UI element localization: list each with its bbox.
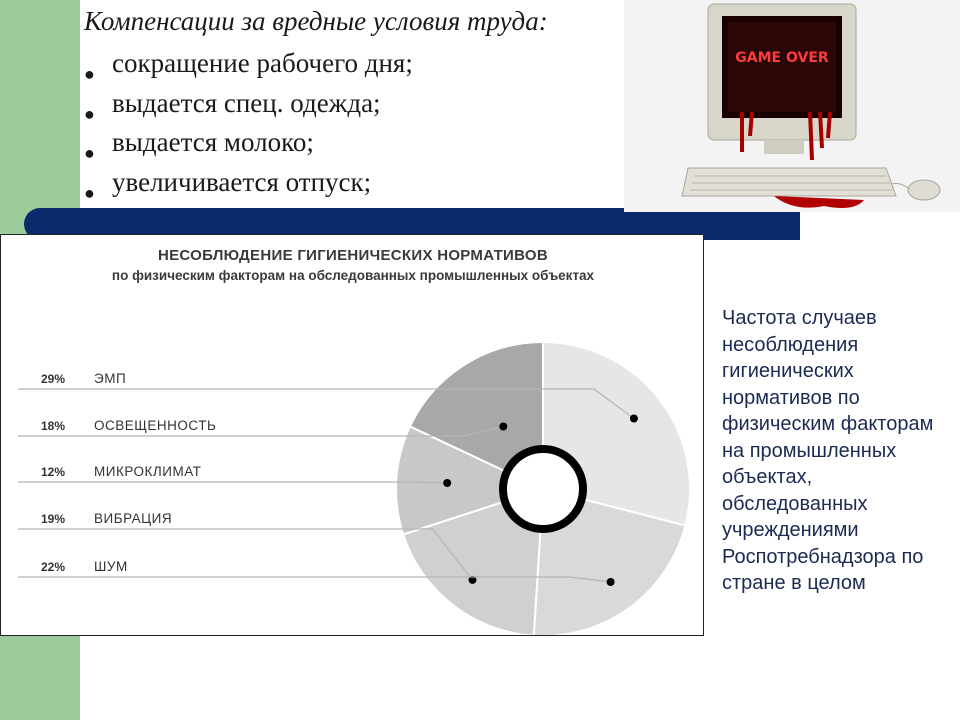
computer-illustration xyxy=(624,0,960,212)
list-item xyxy=(84,123,413,163)
leader-line xyxy=(18,482,447,483)
list-item-text: выдается спец. одежда; xyxy=(112,87,381,118)
chart-caption: Частота случаев несоблюдения гигиенических нормативов по физическим факторам на промышленных объектах, обследованных учреждениями Роспотребнадзора по стране в целом xyxy=(722,307,934,594)
slice-percent-label: 19% xyxy=(41,512,66,526)
slice-category-label: ОСВЕЩЕННОСТЬ xyxy=(94,418,217,433)
pie-chart xyxy=(1,235,703,635)
slice-percent-label: 18% xyxy=(41,419,66,433)
list-item-text: увеличивается отпуск; xyxy=(112,166,372,197)
slice-category-label: ШУМ xyxy=(94,559,128,574)
leader-dot xyxy=(499,423,507,431)
chart-subtitle: по физическим факторам на обследованных промышленных объектах xyxy=(111,268,595,283)
leader-dot xyxy=(443,479,451,487)
leader-dot xyxy=(607,578,615,586)
list-item xyxy=(84,84,413,124)
slide-heading: Компенсации за вредные условия труда: xyxy=(84,6,548,36)
compensation-list xyxy=(84,44,413,202)
bullet-dot-icon: ● xyxy=(84,182,95,203)
bullet-dot-icon: ● xyxy=(84,64,95,84)
list-item-text: выдается молоко; xyxy=(112,127,314,157)
bullet-dot-icon: ● xyxy=(84,103,95,124)
slice-category-label: МИКРОКЛИМАТ xyxy=(94,464,202,479)
slice-percent-label: 12% xyxy=(41,465,66,479)
list-item xyxy=(84,163,413,203)
list-item-text: сокращение рабочего дня; xyxy=(112,48,413,78)
game-over-text: GAME OVER xyxy=(735,50,829,66)
chart-title: НЕСОБЛЮДЕНИЕ ГИГИЕНИЧЕСКИХ НОРМАТИВОВ xyxy=(157,247,549,264)
list-item xyxy=(84,44,413,84)
chart-panel xyxy=(0,234,704,636)
bullet-dot-icon: ● xyxy=(84,143,95,163)
slice-percent-label: 22% xyxy=(41,560,66,574)
computer-photo xyxy=(624,0,960,212)
leader-dot xyxy=(630,415,638,423)
slice-percent-label: 29% xyxy=(41,372,66,386)
slice-category-label: ВИБРАЦИЯ xyxy=(94,511,173,526)
slice-category-label: ЭМП xyxy=(94,371,127,386)
donut-hole xyxy=(503,449,583,529)
